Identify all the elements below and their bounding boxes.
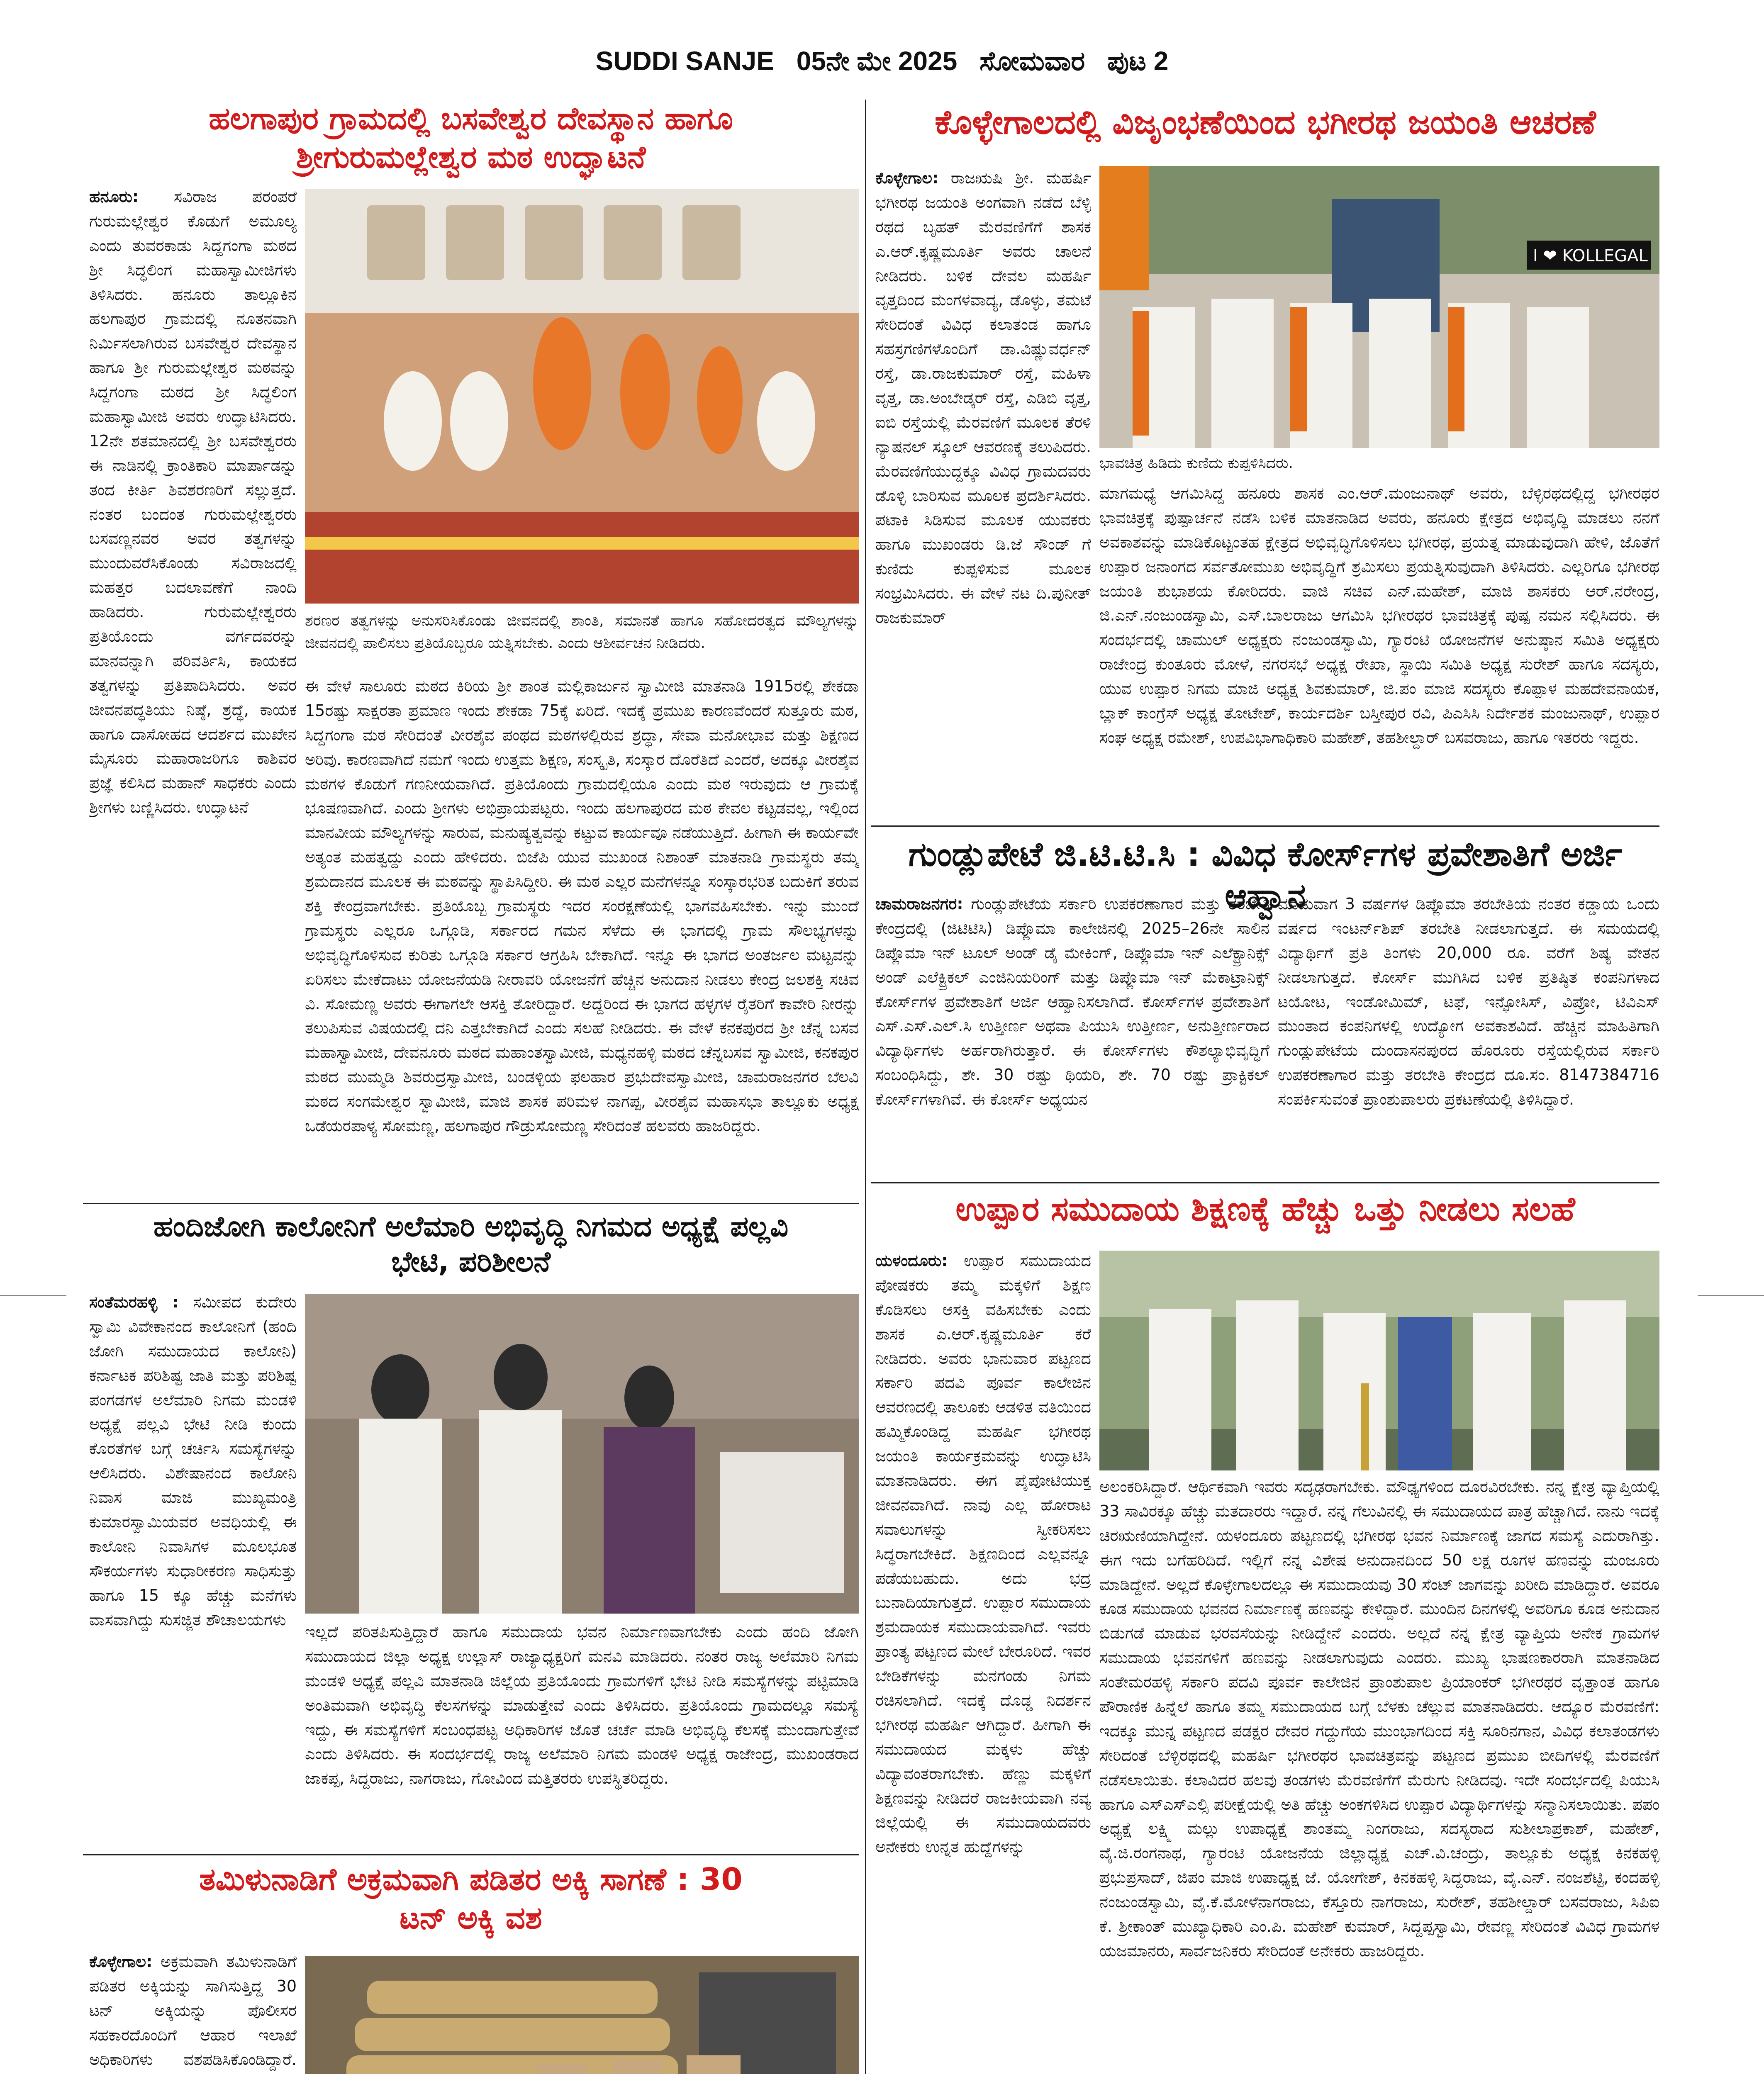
akki-headline-line2: ಟನ್ ಅಕ್ಕಿ ವಶ xyxy=(400,1900,542,1936)
kollegala-headline: ಕೊಳ್ಳೇಗಾಲದಲ್ಲಿ ವಿಜೃಂಭಣೆಯಿಂದ ಭಗೀರಥ ಜಯಂತಿ ಆಚರಣೆ xyxy=(935,103,1596,141)
kollegala-photo xyxy=(1099,166,1659,448)
gundlupet-col1 xyxy=(875,892,1269,1178)
uppara-dateline: ಯಳಂದೂರು: xyxy=(875,1251,948,1270)
gundlupet-headline: ಗುಂಡ್ಲುಪೇಟೆ ಜಿ.ಟಿ.ಟಿ.ಸಿ : ವಿವಿಧ ಕೋರ್ಸ್‌ಗಳ ಪ್ರವೇಶಾತಿಗೆ ಅರ್ಜಿ ಆಹ್ವಾನ xyxy=(908,835,1623,915)
akki-col1-text: ಅಕ್ರಮವಾಗಿ ತಮಿಳುನಾಡಿಗೆ ಪಡಿತರ ಅಕ್ಕಿಯನ್ನು ಸಾಗಿಸುತ್ತಿದ್ದ 30 ಟನ್ ಅಕ್ಕಿಯನ್ನು ಪೊಲೀಸರ ಸಹಕಾರದೊಂದಿಗೆ ಆಹಾರ ಇಲಾಖೆ ಅಧಿಕಾರಿಗಳು ವಶಪಡಿಸಿಕೊಂಡಿದ್ದಾರೆ. xyxy=(89,1952,297,2069)
paper-name: SUDDI SANJE xyxy=(595,46,774,76)
kollegala-caption: ಭಾವಚಿತ್ರ ಹಿಡಿದು ಕುಣಿದು ಕುಪ್ಪಳಿಸಿದರು. xyxy=(1099,455,1293,472)
hindijogi-col2: ಇಲ್ಲದೆ ಪರಿತಪಿಸುತ್ತಿದ್ದಾರೆ ಹಾಗೂ ಸಮುದಾಯ ಭವನ ನಿರ್ಮಾಣವಾಗಬೇಕು ಎಂದು ಹಂದಿ ಜೋಗಿ ಸಮುದಾಯದ ಜಿಲ್ಲಾ ಅಧ್ಯಕ್ಷ ಉಲ್ಲಾಸ್ ರಾಜ್ಯಾಧ್ಯಕ್ಷರಿಗೆ ಮನವಿ ಮಾಡಿದರು. ನಂತರ ರಾಜ್ಯ ಅಲೆಮಾರಿ ನಿಗಮ ಮಂಡಳಿ ಅಧ್ಯಕ್ಷೆ ಪಲ್ಲವಿ ಮಾತನಾಡಿ ಜಿಲ್ಲೆಯ ಪ್ರತಿಯೊಂದು ಗ್ರಾಮಗಳಿಗೆ ಭೇಟಿ ನೀಡಿ ಸಮಸ್ಯೆಗಳನ್ನು ಪಟ್ಟಿಮಾಡಿ ಅಂತಿಮವಾಗಿ ಅಭಿವೃದ್ಧಿ ಕೆಲಸಗಳನ್ನು ಮಾಡುತ್ತೇವೆ ಎಂದು ತಿಳಿಸಿದರು. ಪ್ರತಿಯೊಂದು ಗ್ರಾಮದಲ್ಲೂ ಸಮಸ್ಯೆ ಇದ್ದು, ಈ ಸಮಸ್ಯೆಗಳಿಗೆ ಸಂಬಂಧಪಟ್ಟ ಅಧಿಕಾರಿಗಳ ಜೊತೆ ಚರ್ಚೆ ಮಾಡಿ ಅಭಿವೃದ್ಧಿ ಕೆಲಸಕ್ಕೆ ಮುಂದಾಗುತ್ತೇವೆ ಎಂದು ತಿಳಿಸಿದರು. ಈ ಸಂದರ್ಭದಲ್ಲಿ ರಾಜ್ಯ ಅಲೆಮಾರಿ ನಿಗಮ ಮಂಡಳಿ ಅಧ್ಯಕ್ಷ ರಾಜೇಂದ್ರ, ಮುಖಂಡರಾದ ಜಾಕಪ್ಪ, ಸಿದ್ದರಾಜು, ನಾಗರಾಜು, ಗೋವಿಂದ ಮತ್ತಿತರರು ಉಪಸ್ಥಿತರಿದ್ದರು. xyxy=(305,1623,859,1788)
akki-col1 xyxy=(89,1950,297,2074)
kollegala-col2: ಮಾಗಮಧ್ಯೆ ಆಗಮಿಸಿದ್ದ ಹನೂರು ಶಾಸಕ ಎಂ.ಆರ್.ಮಂಜುನಾಥ್ ಅವರು, ಬೆಳ್ಳಿರಥದಲ್ಲಿದ್ದ ಭಗೀರಥರ ಭಾವಚಿತ್ರಕ್ಕೆ ಪುಷ್ಪಾರ್ಚನೆ ನಡೆಸಿ ಬಳಿಕ ಮಾತನಾಡಿದ ಅವರು, ಹನೂರು ಕ್ಷೇತ್ರದ ಅಭಿವೃದ್ಧಿ ಮಾಡಲು ನನಗೆ ಅವಕಾಶವನ್ನು ಮಾಡಿಕೊಟ್ಟಂತಹ ಕ್ಷೇತ್ರದ ಅಭಿವೃದ್ಧಿಗೊಳಿಸಲು ಭಗೀರಥ, ಪ್ರಯತ್ನ ಮಾಡುವುದಾಗಿ ಹೇಳಿ, ಜೊತೆಗೆ ಉಪ್ಪಾರ ಜನಾಂಗದ ಸರ್ವತೋಮುಖ ಅಭಿವೃದ್ಧಿಗೆ ಶ್ರಮಿಸಲು ಪ್ರಯತ್ನಿಸುವುದಾಗಿ ತಿಳಿಸಿದರು. ಎಲ್ಲರಿಗೂ ಭಗೀರಥ ಜಯಂತಿ ಶುಭಾಶಯ ಕೋರಿದರು. ವಾಜಿ ಸಚಿವ ಎನ್.ಮಹೇಶ್, ಮಾಜಿ ಶಾಸಕರು ಆರ್.ನರೇಂದ್ರ, ಜಿ.ಎನ್.ನಂಜುಂಡಸ್ವಾಮಿ, ಎಸ್.ಬಾಲರಾಜು ಆಗಮಿಸಿ ಭಗೀರಥರ ಭಾವಚಿತ್ರಕ್ಕೆ ಪುಷ್ಪ ನಮನ ಸಲ್ಲಿಸಿದರು. ಈ ಸಂದರ್ಭದಲ್ಲಿ ಚಾಮುಲ್ ಅಧ್ಯಕ್ಷರು ನಂಜುಂಡಸ್ವಾಮಿ, ಗ್ಯಾರಂಟಿ ಯೋಜನೆಗಳ ಅನುಷ್ಠಾನ ಸಮಿತಿ ಅಧ್ಯಕ್ಷರು ರಾಜೇಂದ್ರ ಕುಂತೂರು ಮೋಳೆ, ನಗರಸಭೆ ಅಧ್ಯಕ್ಷ ರೇಖಾ, ಸ್ಥಾಯಿ ಸಮಿತಿ ಅಧ್ಯಕ್ಷ ಸುರೇಶ್ ಹಾಗೂ ಸದಸ್ಯರು, ಯುವ ಉಪ್ಪಾರ ನಿಗಮ ಮಾಜಿ ಅಧ್ಯಕ್ಷ ಶಿವಕುಮಾರ್, ಜಿ.ಪಂ ಮಾಜಿ ಸದಸ್ಯರು ಕೊಪ್ಪಾಳ ಮಹದೇವನಾಯಕ, ಬ್ಲಾಕ್ ಕಾಂಗ್ರೆಸ್ ಅಧ್ಯಕ್ಷ ತೋಟೇಶ್, ಕಾರ್ಯದರ್ಶಿ ಬಸ್ತೀಪುರ ರವಿ, ಪಿಎಸಿಸಿ ನಿರ್ದೇಶಕ ಮಂಜುನಾಥ್, ಉಪ್ಪಾರ ಸಂಘ ಅಧ್ಯಕ್ಷ ರಮೇಶ್, ಉಪವಿಭಾಗಾಧಿಕಾರಿ ಮಹೇಶ್, ತಹಶೀಲ್ದಾರ್ ಬಸವರಾಜು, ಹಾಗೂ ಇತರರು ಇದ್ದರು. xyxy=(1099,484,1659,747)
divider-2 xyxy=(83,1854,859,1855)
uppara-col2: ಅಲಂಕರಿಸಿದ್ದಾರೆ. ಆರ್ಥಿಕವಾಗಿ ಇವರು ಸದೃಢರಾಗಬೇಕು. ಮೌಢ್ಯಗಳಿಂದ ದೂರವಿರಬೇಕು. ನನ್ನ ಕ್ಷೇತ್ರ ವ್ಯಾಪ್ತಿಯಲ್ಲಿ 33 ಸಾವಿರಕ್ಕೂ ಹೆಚ್ಚು ಮತದಾರರು ಇದ್ದಾರೆ. ನನ್ನ ಗೆಲುವಿನಲ್ಲಿ ಈ ಸಮುದಾಯದ ಪಾತ್ರ ಹೆಚ್ಚಾಗಿದೆ. ನಾನು ಇದಕ್ಕೆ ಚಿರಋಣಿಯಾಗಿದ್ದೇನೆ. ಯಳಂದೂರು ಪಟ್ಟಣದಲ್ಲಿ ಭಗೀರಥ ಭವನ ನಿರ್ಮಾಣಕ್ಕೆ ಜಾಗದ ಸಮಸ್ಯೆ ಎದುರಾಗಿತ್ತು. ಈಗ ಇದು ಬಗೆಹರಿದಿದೆ. ಇಲ್ಲಿಗೆ ನನ್ನ ವಿಶೇಷ ಅನುದಾನದಿಂದ 50 ಲಕ್ಷ ರೂಗಳ ಹಣವನ್ನು ಮಂಜೂರು ಮಾಡಿದ್ದೇನೆ. ಅಲ್ಲದೆ ಕೊಳ್ಳೇಗಾಲದಲ್ಲೂ ಈ ಸಮುದಾಯವು 30 ಸೆಂಟ್ ಜಾಗವನ್ನು ಖರೀದಿ ಮಾಡಿದ್ದಾರೆ. ಅವರೂ ಕೂಡ ಸಮುದಾಯ ಭವನದ ನಿರ್ಮಾಣಕ್ಕೆ ಹಣವನ್ನು ಕೇಳಿದ್ದಾರೆ. ಮುಂದಿನ ದಿನಗಳಲ್ಲಿ ಅವರಿಗೂ ಕೂಡ ಅನುದಾನ ಬಿಡುಗಡೆ ಮಾಡುವ ಭರವಸೆಯನ್ನು ನೀಡಿದ್ದೇನೆ ಎಂದರು. ಅಲ್ಲದೆ ನನ್ನ ಕ್ಷೇತ್ರ ವ್ಯಾಪ್ತಿಯ ಅನೇಕ ಗ್ರಾಮಗಳ ಸಮುದಾಯ ಭವನಗಳಿಗೆ ಹಣವನ್ನು ನೀಡಲಾಗುವುದು ಎಂದರು. ಮುಖ್ಯ ಭಾಷಣಕಾರರಾಗಿ ಮಾತನಾಡಿದ ಸಂತೇಮರಹಳ್ಳಿ ಸರ್ಕಾರಿ ಪದವಿ ಪೂರ್ವ ಕಾಲೇಜಿನ ಪ್ರಾಂಶುಪಾಲ ಪ್ರಿಯಾಂಕರ್ ಭಗೀರಥರ ವೃತ್ತಾಂತ ಹಾಗೂ ಪೌರಾಣಿಕ ಹಿನ್ನೆಲೆ ಹಾಗೂ ತಮ್ಮ ಸಮುದಾಯದ ಬಗ್ಗೆ ಬೆಳಕು ಚೆಲ್ಲುವ ಮಾತನಾಡಿದರು. ಆದ್ಯೂರ ಮೆರವಣಿಗೆ: ಇದಕ್ಕೂ ಮುನ್ನ ಪಟ್ಟಣದ ಪಡಕ್ಷರ ದೇವರ ಗದ್ದುಗೆಯ ಮುಂಭಾಗದಿಂದ ಸಕ್ತಿ ಸೂರಿನಗಾನ, ವಿವಿಧ ಕಲಾತಂಡಗಳು ಸೇರಿದಂತೆ ಬೆಳ್ಳಿರಥದಲ್ಲಿ ಮಹರ್ಷಿ ಭಗೀರಥರ ಭಾವಚಿತ್ರವನ್ನು ಪಟ್ಟಣದ ಪ್ರಮುಖ ಬೀದಿಗಳಲ್ಲಿ ಮೆರವಣಿಗೆ ನಡೆಸಲಾಯಿತು. ಕಲಾವಿದರ ಹಲವು ತಂಡಗಳು ಮೆರವಣಿಗೆಗೆ ಮೆರುಗು ನೀಡಿದವು. ಇದೇ ಸಂದರ್ಭದಲ್ಲಿ ಪಿಯುಸಿ ಹಾಗೂ ಎಸ್ಎಸ್ಎಲ್ಸಿ ಪರೀಕ್ಷೆಯಲ್ಲಿ ಅತಿ ಹೆಚ್ಚು ಅಂಕಗಳಿಸಿದ ಉಪ್ಪಾರ ವಿದ್ಯಾರ್ಥಿಗಳನ್ನು ಸನ್ಮಾನಿಸಲಾಯಿತು. ಪಪಂ ಅಧ್ಯಕ್ಷೆ ಲಕ್ಷ್ಮಿ ಮಲ್ಲು ಉಪಾಧ್ಯಕ್ಷೆ ಶಾಂತಮ್ಮ ನಿಂಗರಾಜು, ಸದಸ್ಯರಾದ ಸುಶೀಲಾಪ್ರಕಾಶ್, ಮಹೇಶ್, ವೈ.ಜಿ.ರಂಗನಾಥ, ಗ್ಯಾರಂಟಿ ಯೋಜನೆಯ ಜಿಲ್ಲಾಧ್ಯಕ್ಷ ಎಚ್.ವಿ.ಚಂದ್ರು, ತಾಲ್ಲೂಕು ಅಧ್ಯಕ್ಷ ಕಿನಕಹಳ್ಳಿ ಪ್ರಭುಪ್ರಸಾದ್, ಜಿಪಂ ಮಾಜಿ ಉಪಾಧ್ಯಕ್ಷ ಜೆ. ಯೋಗೇಶ್, ಕಿನಕಹಳ್ಳಿ ಸಿದ್ದರಾಜು, ವೈ.ಎನ್. ನಂಜಶೆಟ್ಟಿ, ಕಂದಹಳ್ಳಿ ನಂಜುಂಡಸ್ವಾಮಿ, ವೈ.ಕೆ.ಮೋಳೆನಾಗರಾಜು, ಕೆಸ್ತೂರು ನಾಗರಾಜು, ಸುರೇಶ್, ತಹಶೀಲ್ದಾರ್ ಬಸವರಾಜು, ಸಿಪಿಐ ಕೆ. ಶ್ರೀಕಾಂತ್ ಮುಖ್ಯಾಧಿಕಾರಿ ಎಂ.ಪಿ. ಮಹೇಶ್ ಕುಮಾರ್, ಸಿದ್ದಪ್ಪಸ್ವಾಮಿ, ರೇವಣ್ಣ ಸೇರಿದಂತೆ ವಿವಿಧ ಗ್ರಾಮಗಳ ಯಜಮಾನರು, ಸಾರ್ವಜನಿಕರು ಸೇರಿದಂತೆ ಅನೇಕರು ಹಾಜರಿದ್ದರು. xyxy=(1099,1478,1659,1960)
halagapura-col2: ಈ ವೇಳೆ ಸಾಲೂರು ಮಠದ ಕಿರಿಯ ಶ್ರೀ ಶಾಂತ ಮಲ್ಲಿಕಾರ್ಜುನ ಸ್ವಾಮೀಜಿ ಮಾತನಾಡಿ 1915ರಲ್ಲಿ ಶೇಕಡಾ 15ರಷ್ಟು ಸಾಕ್ಷರತಾ ಪ್ರಮಾಣ ಇಂದು ಶೇಕಡಾ 75ಕ್ಕೆ ಏರಿದೆ. ಇದಕ್ಕೆ ಪ್ರಮುಖ ಕಾರಣವೆಂದರೆ ಸುತ್ತೂರು ಮಠ, ಸಿದ್ದಗಂಗಾ ಮಠ ಸೇರಿದಂತೆ ವೀರಶೈವ ಪಂಥದ ಮಠಗಳಲ್ಲಿರುವ ಶ್ರದ್ಧಾ, ಸೇವಾ ಮನೋಭಾವ ಮತ್ತು ಶಿಕ್ಷಣದ ಅರಿವು. ಕಾರಣವಾಗಿದೆ ನಮಗೆ ಇಂದು ಉತ್ತಮ ಶಿಕ್ಷಣ, ಸಂಸ್ಕೃತಿ, ಸಂಸ್ಕಾರ ದೊರೆತಿದೆ ಎಂದರೆ, ಅದಕ್ಕೂ ವೀರಶೈವ ಮಠಗಳ ಕೊಡುಗೆ ಗಣನೀಯವಾಗಿದೆ. ಪ್ರತಿಯೊಂದು ಗ್ರಾಮದಲ್ಲಿಯೂ ಎಂದು ಮಠ ಇರುವುದು ಆ ಗ್ರಾಮಕ್ಕೆ ಭೂಷಣವಾಗಿದೆ. ಎಂದು ಶ್ರೀಗಳು ಅಭಿಪ್ರಾಯಪಟ್ಟರು. ಇಂದು ಹಲಗಾಪುರದ ಮಠ ಕೇವಲ ಕಟ್ಟಡವಲ್ಲ, ಇಲ್ಲಿಂದ ಮಾನವೀಯ ಮೌಲ್ಯಗಳನ್ನು ಸಾರುವ, ಮನುಷ್ಯತ್ವವನ್ನು ಕಟ್ಟುವ ಕಾರ್ಯವೂ ನಡೆಯುತ್ತಿದೆ. ಹೀಗಾಗಿ ಈ ಕಾರ್ಯವೇ ಅತ್ಯಂತ ಮಹತ್ವದ್ದು ಎಂದು ಹೇಳಿದರು. ಬಿಜೆಪಿ ಯುವ ಮುಖಂಡ ನಿಶಾಂತ್ ಮಾತನಾಡಿ ಗ್ರಾಮಸ್ಥರು ತಮ್ಮ ಶ್ರಮದಾನದ ಮೂಲಕ ಈ ಮಠವನ್ನು ಸ್ಥಾಪಿಸಿದ್ದೀರಿ. ಈ ಮಠ ಎಲ್ಲರ ಮನೆಗಳನ್ನೂ ಸಂಸ್ಕಾರಭರಿತ ಬದುಕಿಗೆ ತರುವ ಶಕ್ತಿ ಕೇಂದ್ರವಾಗಬೇಕು. ಪ್ರತಿಯೊಬ್ಬ ಗ್ರಾಮಸ್ಥರು ಇದರ ಸಂರಕ್ಷಣೆಯಲ್ಲಿ ಭಾಗವಹಿಸಬೇಕು. ಇನ್ನು ಮುಂದೆ ಗ್ರಾಮಸ್ಥರು ಎಲ್ಲರೂ ಒಗ್ಗೂಡಿ, ಸರ್ಕಾರದ ಗಮನ ಸೆಳೆದು ಈ ಭಾಗದಲ್ಲಿ ಗ್ರಾಮ ಸೌಲಭ್ಯಗಳನ್ನು ಅಭಿವೃದ್ಧಿಗೊಳಿಸುವ ಕುರಿತು ಒಗ್ಗೂಡಿ ಸರ್ಕಾರ ಆಗ್ರಹಿಸಿ ಬೇಕಾಗಿದೆ. ಇನ್ನೂ ಈ ಭಾಗದ ಅಂತರ್ಜಲ ಮಟ್ಟವನ್ನು ಏರಿಸಲು ಮೇಕೆದಾಟು ಯೋಜನೆಯಡಿ ನೀರಾವರಿ ಯೋಜನೆಗೆ ಹೆಚ್ಚಿನ ಅನುದಾನ ನೀಡಲು ಕೇಂದ್ರ ಜಲಶಕ್ತಿ ಸಚಿವ ವಿ. ಸೋಮಣ್ಣ ಅವರು ಈಗಾಗಲೇ ಆಸಕ್ತಿ ತೋರಿದ್ದಾರೆ. ಅದ್ದರಿಂದ ಈ ಭಾಗದ ಹಳ್ಳಗಳ ರೈತರಿಗೆ ಕಾವೇರಿ ನೀರನ್ನು ತಲುಪಿಸುವ ವಿಷಯದಲ್ಲಿ ದನಿ ಎತ್ತಬೇಕಾಗಿದೆ ಎಂದು ಸಲಹೆ ನೀಡಿದರು. ಈ ವೇಳೆ ಕನಕಪುರದ ಶ್ರೀ ಚೆನ್ನ ಬಸವ ಮಹಾಸ್ವಾಮೀಜಿ, ದೇವನೂರು ಮಠದ ಮಹಾಂತಸ್ವಾಮೀಜಿ, ಮಧ್ಯನಹಳ್ಳಿ ಮಠದ ಚೆನ್ನಬಸವ ಸ್ವಾಮೀಜಿ, ಕನಕಪುರ ಮಠದ ಮುಮ್ಮಡಿ ಶಿವರುದ್ರಸ್ವಾಮೀಜಿ, ಬಂಡಳ್ಳಿಯ ಫಲಹಾರ ಪ್ರಭುದೇವಸ್ವಾಮೀಜಿ, ಚಾಮರಾಜನಗರ ಬೆಲವಿ ಮಠದ ಸಂಗಮೇಶ್ವರ ಸ್ವಾಮೀಜಿ, ಮಾಜಿ ಶಾಸಕ ಪರಿಮಳ ನಾಗಪ್ಪ, ವೀರಶೈವ ಮಹಾಸಭಾ ತಾಲ್ಲೂಕು ಅಧ್ಯಕ್ಷ ಒಡೆಯರಪಾಳ್ಯ ಸೋಮಣ್ಣ, ಹಲಗಾಪುರ ಗೌಡ್ರುಸೋಮಣ್ಣ ಸೇರಿದಂತೆ ಹಲವರು ಹಾಜರಿದ್ದರು. xyxy=(305,677,859,1135)
halagapura-headline-line2: ಶ್ರೀಗುರುಮಲ್ಲೇಶ್ವರ ಮಠ ಉದ್ಘಾಟನೆ xyxy=(296,139,646,175)
uppara-col1 xyxy=(875,1249,1091,2074)
hindijogi-col1-text: ಸಮೀಪದ ಕುದೇರು ಸ್ವಾಮಿ ವಿವೇಕಾನಂದ ಕಾಲೋನಿಗೆ (ಹಂದಿ ಜೋಗಿ ಸಮುದಾಯದ ಕಾಲೋನಿ) ಕರ್ನಾಟಕ ಪರಿಶಿಷ್ಟ ಜಾತಿ ಮತ್ತು ಪರಿಶಿಷ್ಟ ಪಂಗಡಗಳ ಅಲೆಮಾರಿ ನಿಗಮ ಮಂಡಳಿ ಅಧ್ಯಕ್ಷೆ ಪಲ್ಲವಿ ಭೇಟಿ ನೀಡಿ ಕುಂದು ಕೊರತೆಗಳ ಬಗ್ಗೆ ಚರ್ಚಿಸಿ ಸಮಸ್ಯೆಗಳನ್ನು ಆಲಿಸಿದರು. ವಿಶೇಷಾನಂದ ಕಾಲೋನಿ ನಿವಾಸ ಮಾಜಿ ಮುಖ್ಯಮಂತ್ರಿ ಕುಮಾರಸ್ವಾಮಿಯವರ ಅವಧಿಯಲ್ಲಿ ಈ ಕಾಲೋನಿ ನಿವಾಸಿಗಳ ಮೂಲಭೂತ ಸೌಕರ್ಯಗಳು ಸುಧಾರೀಕರಣ ಸಾಧಿಸುತ್ತು ಹಾಗೂ 15 ಕ್ಕೂ ಹೆಚ್ಚು ಮನೆಗಳು ವಾಸವಾಗಿದ್ದು ಸುಸಜ್ಜಿತ ಶೌಚಾಲಯಗಳು xyxy=(89,1293,297,1629)
uppara-col1-text: ಉಪ್ಪಾರ ಸಮುದಾಯದ ಪೋಷಕರು ತಮ್ಮ ಮಕ್ಕಳಿಗೆ ಶಿಕ್ಷಣ ಕೊಡಿಸಲು ಆಸಕ್ತಿ ವಹಿಸಬೇಕು ಎಂದು ಶಾಸಕ ಎ.ಆರ್.ಕೃಷ್ಣಮೂರ್ತಿ ಕರೆ ನೀಡಿದರು. ಅವರು ಭಾನುವಾರ ಪಟ್ಟಣದ ಸರ್ಕಾರಿ ಪದವಿ ಪೂರ್ವ ಕಾಲೇಜಿನ ಆವರಣದಲ್ಲಿ ತಾಲೂಕು ಆಡಳಿತ ವತಿಯಿಂದ ಹಮ್ಮಿಕೊಂಡಿದ್ದ ಮಹರ್ಷಿ ಭಗೀರಥ ಜಯಂತಿ ಕಾರ್ಯಕ್ರಮವನ್ನು ಉದ್ಘಾಟಿಸಿ ಮಾತನಾಡಿದರು. ಈಗ ಪೈಪೋಟಿಯುಕ್ತ ಜೀವನವಾಗಿದೆ. ನಾವು ಎಲ್ಲ ಹೋರಾಟ ಸವಾಲುಗಳನ್ನು ಸ್ವೀಕರಿಸಲು ಸಿದ್ಧರಾಗಬೇಕಿದೆ. ಶಿಕ್ಷಣದಿಂದ ಎಲ್ಲವನ್ನೂ ಪಡೆಯಬಹುದು. ಅದು ಭದ್ರ ಬುನಾದಿಯಾಗುತ್ತದೆ. ಉಪ್ಪಾರ ಸಮುದಾಯ ಶ್ರಮದಾಯಕ ಸಮುದಾಯವಾಗಿದೆ. ಇವರು ಪ್ರಾಂತ್ಯ ಪಟ್ಟಣದ ಮೇಲೆ ಬೇರೂರಿದೆ. ಇವರ ಬೇಡಿಕೆಗಳನ್ನು ಮನಗಂಡು ನಿಗಮ ರಚಿಸಲಾಗಿದೆ. ಇದಕ್ಕೆ ದೊಡ್ಡ ನಿದರ್ಶನ ಭಗೀರಥ ಮಹರ್ಷಿ ಆಗಿದ್ದಾರೆ. ಹೀಗಾಗಿ ಈ ಸಮುದಾಯದ ಮಕ್ಕಳು ಹೆಚ್ಚು ವಿದ್ಯಾವಂತರಾಗಬೇಕು. ಹೆಣ್ಣು ಮಕ್ಕಳಿಗೆ ಶಿಕ್ಷಣವನ್ನು ನೀಡಿದರೆ ರಾಜಕೀಯವಾಗಿ ನವ್ಯ ಜಿಲ್ಲೆಯಲ್ಲಿ ಈ ಸಮುದಾಯದವರು ಅನೇಕರು ಉನ್ನತ ಹುದ್ದೆಗಳನ್ನು xyxy=(875,1251,1091,1856)
halagapura-caption: ಶರಣರ ತತ್ವಗಳನ್ನು ಅನುಸರಿಸಿಕೊಂಡು ಜೀವನದಲ್ಲಿ ಶಾಂತಿ, ಸಮಾನತೆ ಹಾಗೂ ಸಹೋದರತ್ವದ ಮೌಲ್ಯಗಳನ್ನು ಜೀವನದಲ್ಲಿ ಪಾಲಿಸಲು ಪ್ರತಿಯೊಬ್ಬರೂ ಯತ್ನಿಸಬೇಕು. ಎಂದು ಆಶೀರ್ವಚನ ನೀಡಿದರು. xyxy=(305,612,859,652)
halagapura-col1-text: ಸವಿರಾಜ ಪರಂಪರೆ ಗುರುಮಲ್ಲೇಶ್ವರ ಕೊಡುಗೆ ಅಮೂಲ್ಯ ಎಂದು ತುವರಕಾಡು ಸಿದ್ದಗಂಗಾ ಮಠದ ಶ್ರೀ ಸಿದ್ಧಲಿಂಗ ಮಹಾಸ್ವಾಮೀಜಿಗಳು ತಿಳಿಸಿದರು. ಹನೂರು ತಾಲ್ಲೂಕಿನ ಹಲಗಾಪುರ ಗ್ರಾಮದಲ್ಲಿ ನೂತನವಾಗಿ ನಿರ್ಮಿಸಲಾಗಿರುವ ಬಸವೇಶ್ವರ ದೇವಸ್ಥಾನ ಹಾಗೂ ಶ್ರೀ ಗುರುಮಲ್ಲೇಶ್ವರ ಮಠವನ್ನು ಸಿದ್ದಗಂಗಾ ಮಠದ ಶ್ರೀ ಸಿದ್ಧಲಿಂಗ ಮಹಾಸ್ವಾಮೀಜಿ ಅವರು ಉದ್ಘಾಟಿಸಿದರು. 12ನೇ ಶತಮಾನದಲ್ಲಿ ಶ್ರೀ ಬಸವೇಶ್ವರರು ಈ ನಾಡಿನಲ್ಲಿ ಕ್ರಾಂತಿಕಾರಿ ಮಾರ್ಪಾಡನ್ನು ತಂದ ಕೀರ್ತಿ ಶಿವಶರಣರಿಗೆ ಸಲ್ಲುತ್ತದೆ. ನಂತರ ಬಂದಂತ ಗುರುಮಲ್ಲೇಶ್ವರರು ಬಸವಣ್ಣನವರ ಅವರ ತತ್ವಗಳನ್ನು ಮುಂದುವರೆಸಿಕೊಂಡು ಸವಿರಾಜದಲ್ಲಿ ಮಹತ್ತರ ಬದಲಾವಣೆಗೆ ನಾಂದಿ ಹಾಡಿದರು. ಗುರುಮಲ್ಲೇಶ್ವರರು ಪ್ರತಿಯೊಂದು ವರ್ಗದವರನ್ನು ಮಾನವನ್ನಾಗಿ ಪರಿವರ್ತಿಸಿ, ಕಾಯಕದ ತತ್ವಗಳನ್ನು ಪ್ರತಿಪಾದಿಸಿದರು. ಅವರ ಜೀವನಪದ್ಧತಿಯು ನಿಷ್ಠೆ, ಶ್ರದ್ಧೆ, ಕಾಯಕ ಹಾಗೂ ದಾಸೋಹದ ಆದರ್ಶದ ಮುಖೇನ ಮೈಸೂರು ಮಹಾರಾಜರಿಗೂ ಕಾಶಿವರ ಪ್ರಜ್ಞೆ ಕಲಿಸಿದ ಮಹಾನ್ ಸಾಧಕರು ಎಂದು ಶ್ರೀಗಳು ಬಣ್ಣಿಸಿದರು. ಉದ್ಘಾಟನೆ xyxy=(89,187,297,817)
procession-image xyxy=(1099,166,1659,448)
hindijogi-headline-line2: ಭೇಟಿ, ಪರಿಶೀಲನೆ xyxy=(391,1246,551,1278)
uppara-headline: ಉಪ್ಪಾರ ಸಮುದಾಯ ಶಿಕ್ಷಣಕ್ಕೆ ಹೆಚ್ಚು ಒತ್ತು ನೀಡಲು ಸಲಹೆ xyxy=(955,1190,1575,1228)
issue-date: 05ನೇ ಮೇ 2025 xyxy=(796,46,958,76)
hindijogi-col1 xyxy=(89,1290,297,1846)
margin-mark-right xyxy=(1698,1295,1764,1296)
hindijogi-headline xyxy=(83,1209,859,1280)
kollegala-col1-text: ರಾಜಋಷಿ ಶ್ರೀ. ಮಹರ್ಷಿ ಭಗೀರಥ ಜಯಂತಿ ಅಂಗವಾಗಿ ನಡೆದ ಬೆಳ್ಳಿ ರಥದ ಬೃಹತ್ ಮೆರವಣಿಗೆಗೆ ಶಾಸಕ ಎ.ಆರ್.ಕೃಷ್ಣಮೂರ್ತಿ ಅವರು ಚಾಲನೆ ನೀಡಿದರು. ಬಳಿಕ ದೇವಲ ಮಹರ್ಷಿ ವೃತ್ತದಿಂದ ಮಂಗಳವಾದ್ಯ, ಡೊಳ್ಳು, ತಮಟೆ ಸೇರಿದಂತೆ ವಿವಿಧ ಕಲಾತಂಡ ಹಾಗೂ ಸಹಸ್ರಗಣಿಗಳೊಂದಿಗೆ ಡಾ.ವಿಷ್ಣುವರ್ಧನ್ ರಸ್ತೆ, ಡಾ.ರಾಜಕುಮಾರ್ ರಸ್ತೆ, ಮಹಿಳಾ ವೃತ್ತ, ಡಾ.ಅಂಬೇಡ್ಕರ್ ರಸ್ತೆ, ಎಡಿಬಿ ವೃತ್ತ, ಐಬಿ ರಸ್ತೆಯಲ್ಲಿ ಮೆರವಣಿಗೆ ಮೂಲಕ ತೆರಳಿ ನ್ಯಾಷನಲ್ ಸ್ಕೂಲ್ ಆವರಣಕ್ಕೆ ತಲುಪಿದರು. ಮೆರವಣಿಗೆಯುದ್ದಕ್ಕೂ ವಿವಿಧ ಗ್ರಾಮದವರು ಡೊಳ್ಳಿ ಬಾರಿಸುವ ಮೂಲಕ ಪ್ರದರ್ಶಿಸಿದರು. ಪಟಾಕಿ ಸಿಡಿಸುವ ಮೂಲಕ ಯುವಕರು ಹಾಗೂ ಮುಖಂಡರು ಡಿ.ಜೆ ಸೌಂಡ್ ಗೆ ಕುಣಿದು ಕುಪ್ಪಳಿಸುವ ಮೂಲಕ ಸಂಭ್ರಮಿಸಿದರು. ಈ ವೇಳೆ ನಟ ದಿ.ಪುನೀತ್ ರಾಜಕುಮಾರ್ xyxy=(875,169,1091,627)
halagapura-dateline: ಹನೂರು: xyxy=(89,187,139,206)
hindijogi-headline-line1: ಹಂದಿಜೋಗಿ ಕಾಲೋನಿಗೆ ಅಲೆಮಾರಿ ಅಭಿವೃದ್ಧಿ ನಿಗಮದ ಅಧ್ಯಕ್ಷೆ ಪಲ್ಲವಿ xyxy=(153,1210,789,1243)
halagapura-headline xyxy=(83,100,859,176)
kollegala-col1 xyxy=(875,166,1091,817)
halagapura-photo xyxy=(305,189,859,604)
hindijogi-photo xyxy=(305,1294,859,1614)
halagapura-col1 xyxy=(89,185,297,1197)
akki-headline-line1: ತಮಿಳುನಾಡಿಗೆ ಅಕ್ರಮವಾಗಿ ಪಡಿತರ ಅಕ್ಕಿ ಸಾಗಣೆ : 30 xyxy=(199,1862,743,1897)
halagapura-headline-line1: ಹಲಗಾಪುರ ಗ್ರಾಮದಲ್ಲಿ ಬಸವೇಶ್ವರ ದೇವಸ್ಥಾನ ಹಾಗೂ xyxy=(209,101,733,136)
gundlupet-col2: ಮಾಡುವಾಗ 3 ವರ್ಷಗಳ ಡಿಪ್ಲೊಮಾ ತರಬೇತಿಯ ನಂತರ ಕಡ್ಡಾಯ ಒಂದು ವರ್ಷದ ಇಂಟರ್ನ್‌ಶಿಪ್ ತರಬೇತಿ ನೀಡಲಾಗುತ್ತದೆ. ಈ ಸಮಯದಲ್ಲಿ ವಿದ್ಯಾರ್ಥಿಗೆ ಪ್ರತಿ ತಿಂಗಳು 20,000 ರೂ. ವರೆಗೆ ಶಿಷ್ಯ ವೇತನ ನೀಡಲಾಗುತ್ತದೆ. ಕೋರ್ಸ್ ಮುಗಿಸಿದ ಬಳಿಕ ಪ್ರತಿಷ್ಠಿತ ಕಂಪನಿಗಳಾದ ಟಯೋಟ, ಇಂಡೋಮಿಮ್, ಟಫೆ, ಇನ್ಫೋಸಿಸ್, ವಿಪ್ರೋ, ಟಿವಿಎಸ್ ಮುಂತಾದ ಕಂಪನಿಗಳಲ್ಲಿ ಉದ್ಯೋಗ ಅವಕಾಶವಿದೆ. ಹೆಚ್ಚಿನ ಮಾಹಿತಿಗಾಗಿ ಗುಂಡ್ಲುಪೇಟೆಯ ದುಂದಾಸನಪುರದ ಹೊರೂರು ರಸ್ತೆಯಲ್ಲಿರುವ ಸರ್ಕಾರಿ ಉಪಕರಣಾಗಾರ ಮತ್ತು ತರಬೇತಿ ಕೇಂದ್ರದ ದೂ.ಸಂ. 8147384716 ಸಂಪರ್ಕಿಸುವಂತೆ ಪ್ರಾಂಶುಪಾಲರು ಪ್ರಕಟಣೆಯಲ್ಲಿ ತಿಳಿಸಿದ್ದಾರೆ. xyxy=(1278,895,1659,1109)
gundlupet-col1-text: ಗುಂಡ್ಲುಪೇಟೆಯ ಸರ್ಕಾರಿ ಉಪಕರಣಾಗಾರ ಮತ್ತು ತರಬೇತಿ ಕೇಂದ್ರದಲ್ಲಿ (ಜಿಟಿಟಿಸಿ) ಡಿಪ್ಲೊಮಾ ಕಾಲೇಜಿನಲ್ಲಿ 2025–26ನೇ ಸಾಲಿನ ಡಿಪ್ಲೊಮಾ ಇನ್ ಟೂಲ್ ಅಂಡ್ ಡೈ ಮೇಕಿಂಗ್, ಡಿಪ್ಲೊಮಾ ಇನ್ ಎಲೆಕ್ಟ್ರಾನಿಕ್ಸ್ ಅಂಡ್ ಎಲೆಕ್ಟ್ರಿಕಲ್ ಎಂಜಿನಿಯರಿಂಗ್ ಮತ್ತು ಡಿಪ್ಲೊಮಾ ಇನ್ ಮೆಕಾಟ್ರಾನಿಕ್ಸ್ ಕೋರ್ಸ್‌ಗಳ ಪ್ರವೇಶಾತಿಗೆ ಅರ್ಜಿ ಆಹ್ವಾನಿಸಲಾಗಿದೆ. ಕೋರ್ಸ್‌ಗಳ ಪ್ರವೇಶಾತಿಗೆ ಎಸ್.ಎಸ್.ಎಲ್.ಸಿ ಉತ್ತೀರ್ಣ ಅಥವಾ ಪಿಯುಸಿ ಉತ್ತೀರ್ಣ, ಅನುತ್ತೀರ್ಣರಾದ ವಿದ್ಯಾರ್ಥಿಗಳು ಅರ್ಹರಾಗಿರುತ್ತಾರೆ. ಈ ಕೋರ್ಸ್‌ಗಳು ಕೌಶಲ್ಯಾಭಿವೃದ್ಧಿಗೆ ಸಂಬಂಧಿಸಿದ್ದು, ಶೇ. 30 ರಷ್ಟು ಥಿಯರಿ, ಶೇ. 70 ರಷ್ಟು ಪ್ರಾಕ್ಟಿಕಲ್ ಕೋರ್ಸ್‌ಗಳಾಗಿವೆ. ಈ ಕೋರ್ಸ್ ಅಧ್ಯಯನ xyxy=(875,895,1269,1109)
kollegala-dateline: ಕೊಳ್ಳೇಗಾಲ: xyxy=(875,169,939,187)
akki-photo xyxy=(305,1956,859,2074)
masthead xyxy=(0,46,1764,91)
divider-1 xyxy=(83,1203,859,1204)
akki-dateline: ಕೊಳ್ಳೇಗಾಲ: xyxy=(89,1952,153,1971)
divider-5 xyxy=(871,1182,1659,1183)
rice-seizure-image xyxy=(305,1956,859,2074)
colony-visit-image xyxy=(305,1294,859,1614)
page-number: ಪುಟ 2 xyxy=(1107,46,1169,76)
gundlupet-dateline: ಚಾಮರಾಜನಗರ: xyxy=(875,895,963,913)
akki-headline xyxy=(83,1860,859,1937)
kollegal-sign-text: I ❤ KOLLEGAL xyxy=(1533,246,1648,265)
divider-4 xyxy=(871,825,1659,827)
weekday: ಸೋಮವಾರ xyxy=(979,46,1085,76)
hindijogi-dateline: ಸಂತೆಮರಹಳ್ಳಿ : xyxy=(89,1293,179,1311)
uppara-photo xyxy=(1099,1251,1659,1470)
stage-ceremony-image xyxy=(305,189,859,604)
margin-mark-left xyxy=(0,1295,66,1296)
lamp-lighting-image xyxy=(1099,1251,1659,1470)
column-divider xyxy=(865,100,866,2074)
